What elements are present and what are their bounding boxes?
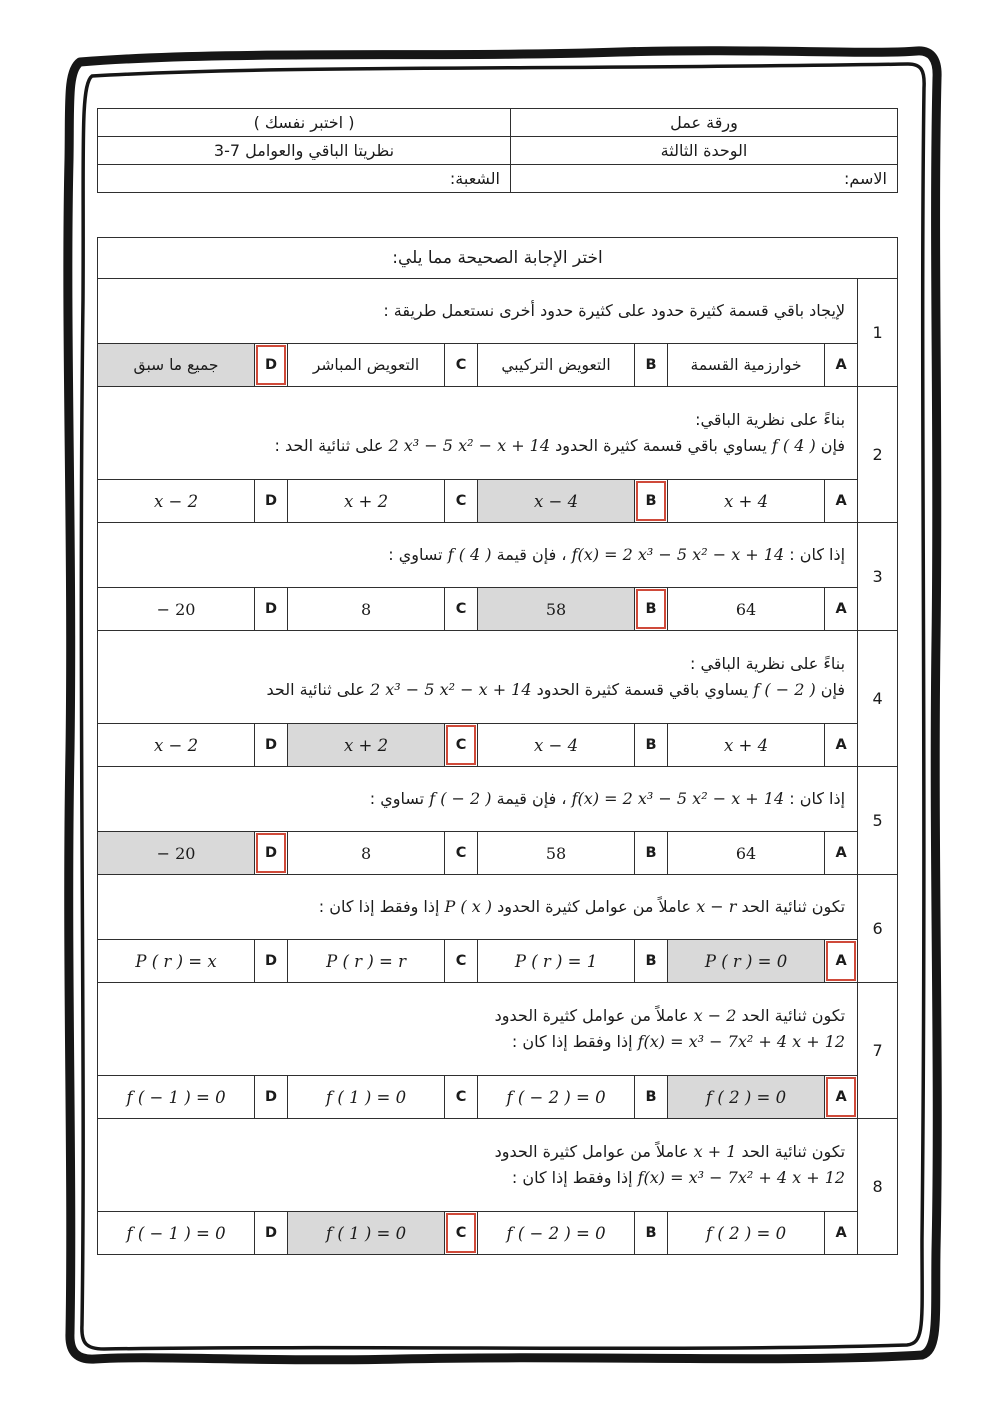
- question-segment: يساوي باقي قسمة كثيرة الحدود: [550, 436, 772, 455]
- option-letter-a: A: [825, 480, 858, 523]
- option-a: خوارزمية القسمة: [668, 344, 825, 387]
- math-expression: f ( − 2 ): [429, 788, 492, 808]
- name-field-label: الاسم:: [511, 165, 898, 193]
- option-letter-c: C: [445, 1212, 478, 1255]
- math-expression: x + 1: [693, 1141, 737, 1161]
- option-letter-d: D: [255, 480, 288, 523]
- option-letter-a: A: [825, 724, 858, 767]
- question-text-row-2: [98, 387, 898, 480]
- quiz-title-row: [98, 238, 898, 279]
- option-b: P ( r ) = 1: [478, 940, 635, 983]
- option-d: − 20: [98, 588, 255, 631]
- option-a: 64: [668, 588, 825, 631]
- option-letter-a: A: [825, 344, 858, 387]
- option-letter-d: D: [255, 1076, 288, 1119]
- question-text: [98, 767, 858, 832]
- option-letter-c: C: [445, 940, 478, 983]
- option-c: التعويض المباشر: [288, 344, 445, 387]
- question-number: 6: [858, 875, 898, 983]
- question-segment: إذا وفقط إذا كان :: [511, 1032, 638, 1051]
- option-letter-a: A: [825, 1212, 858, 1255]
- option-letter-b: B: [635, 724, 668, 767]
- option-c: f ( 1 ) = 0: [288, 1212, 445, 1255]
- option-c: x + 2: [288, 724, 445, 767]
- option-c: f ( 1 ) = 0: [288, 1076, 445, 1119]
- option-letter-c: C: [445, 724, 478, 767]
- header-row-3: [98, 165, 898, 193]
- math-expression: x − r: [696, 896, 737, 916]
- math-expression: f(x) = x³ − 7x² + 4 x + 12: [637, 1168, 846, 1187]
- option-a: x + 4: [668, 480, 825, 523]
- question-segment: ، فإن قيمة: [491, 788, 572, 808]
- question-segment: بناءً على نظرية الباقي:: [695, 409, 846, 429]
- question-segment: تساوي :: [388, 544, 448, 564]
- section-field-label: الشعبة:: [98, 165, 511, 193]
- header-table: [97, 108, 898, 193]
- question-number: 4: [858, 631, 898, 767]
- option-d: f ( − 1 ) = 0: [98, 1212, 255, 1255]
- question-text-row-5: [98, 767, 898, 832]
- option-a: f ( 2 ) = 0: [668, 1076, 825, 1119]
- option-letter-b: B: [635, 1212, 668, 1255]
- option-a: P ( r ) = 0: [668, 940, 825, 983]
- question-text: [98, 1119, 858, 1212]
- option-c: 8: [288, 588, 445, 631]
- option-letter-d: D: [255, 588, 288, 631]
- math-expression: f(x) = 2 x³ − 5 x² − x + 14: [571, 544, 785, 564]
- worksheet-label: ورقة عمل: [511, 109, 898, 137]
- math-expression: f ( − 2 ): [753, 680, 816, 699]
- option-letter-d: D: [255, 1212, 288, 1255]
- quiz-title: اختر الإجابة الصحيحة مما يلي:: [98, 238, 898, 279]
- question-segment: تساوي :: [369, 788, 430, 808]
- lesson-title: نظريتا الباقي والعوامل ‎3-7: [98, 137, 511, 165]
- answer-row-4: [98, 724, 898, 767]
- question-number: 8: [858, 1119, 898, 1255]
- option-b: f ( − 2 ) = 0: [478, 1212, 635, 1255]
- option-b: x − 4: [478, 724, 635, 767]
- option-letter-d: D: [255, 724, 288, 767]
- question-text-row-7: [98, 983, 898, 1076]
- question-segment: عاملاً من عوامل كثيرة الحدود: [494, 1005, 694, 1025]
- question-text: [98, 875, 858, 940]
- question-segment: إذا كان :: [784, 544, 846, 564]
- option-b: التعويض التركيبي: [478, 344, 635, 387]
- question-text-row-1: [98, 279, 898, 344]
- question-text: [98, 387, 858, 480]
- question-text-row-8: [98, 1119, 898, 1212]
- option-c: x + 2: [288, 480, 445, 523]
- question-segment: إذا وفقط إذا كان :: [511, 1168, 638, 1187]
- option-letter-b: B: [635, 940, 668, 983]
- question-text: [98, 631, 858, 724]
- answer-row-2: [98, 480, 898, 523]
- question-number: 5: [858, 767, 898, 875]
- self-test-label: ( اختبر نفسك ): [98, 109, 511, 137]
- question-text-row-3: [98, 523, 898, 588]
- option-letter-d: D: [255, 832, 288, 875]
- question-text-row-6: [98, 875, 898, 940]
- question-segment: فإن: [815, 436, 846, 455]
- question-segment: على ثنائية الحد: [266, 680, 371, 699]
- math-expression: f(x) = 2 x³ − 5 x² − x + 14: [571, 788, 785, 808]
- question-segment: تكون ثنائية الحد: [736, 1141, 846, 1161]
- option-c: P ( r ) = r: [288, 940, 445, 983]
- question-number: 3: [858, 523, 898, 631]
- math-expression: P ( x ): [444, 896, 493, 916]
- option-letter-a: A: [825, 588, 858, 631]
- option-b: 58: [478, 832, 635, 875]
- header-row-1: [98, 109, 898, 137]
- question-segment: إذا وفقط إذا كان :: [318, 896, 445, 916]
- option-b: 58: [478, 588, 635, 631]
- option-d: f ( − 1 ) = 0: [98, 1076, 255, 1119]
- answer-row-6: [98, 940, 898, 983]
- option-d: x − 2: [98, 724, 255, 767]
- unit-label: الوحدة الثالثة: [511, 137, 898, 165]
- math-expression: f ( 4 ): [771, 436, 816, 455]
- question-text-row-4: [98, 631, 898, 724]
- question-segment: فإن: [815, 680, 846, 699]
- option-d: − 20: [98, 832, 255, 875]
- option-d: P ( r ) = x: [98, 940, 255, 983]
- question-text: [98, 523, 858, 588]
- option-b: f ( − 2 ) = 0: [478, 1076, 635, 1119]
- question-text: [98, 279, 858, 344]
- question-number: 1: [858, 279, 898, 387]
- question-number: 7: [858, 983, 898, 1119]
- option-letter-c: C: [445, 1076, 478, 1119]
- option-letter-b: B: [635, 588, 668, 631]
- math-expression: 2 x³ − 5 x² − x + 14: [370, 680, 532, 699]
- question-segment: على ثنائية الحد :: [274, 436, 389, 455]
- option-letter-a: A: [825, 1076, 858, 1119]
- option-a: f ( 2 ) = 0: [668, 1212, 825, 1255]
- option-a: x + 4: [668, 724, 825, 767]
- question-text: [98, 983, 858, 1076]
- option-letter-c: C: [445, 832, 478, 875]
- option-d: x − 2: [98, 480, 255, 523]
- option-letter-c: C: [445, 344, 478, 387]
- answer-row-3: [98, 588, 898, 631]
- question-segment: لإيجاد باقي قسمة كثيرة حدود على كثيرة حدود أخرى نستعمل طريقة :: [383, 300, 846, 320]
- question-number: 2: [858, 387, 898, 523]
- option-letter-d: D: [255, 344, 288, 387]
- option-letter-b: B: [635, 344, 668, 387]
- option-letter-c: C: [445, 480, 478, 523]
- question-segment: يساوي باقي قسمة كثيرة الحدود: [531, 680, 754, 699]
- answer-row-1: [98, 344, 898, 387]
- math-expression: f(x) = x³ − 7x² + 4 x + 12: [637, 1032, 846, 1051]
- option-letter-b: B: [635, 480, 668, 523]
- answer-row-8: [98, 1212, 898, 1255]
- question-segment: تكون ثنائية الحد: [736, 896, 846, 916]
- math-expression: x − 2: [693, 1005, 737, 1025]
- question-segment: ، فإن قيمة: [491, 544, 572, 564]
- quiz-table: [97, 237, 898, 1255]
- option-letter-c: C: [445, 588, 478, 631]
- question-segment: تكون ثنائية الحد: [736, 1005, 846, 1025]
- option-c: 8: [288, 832, 445, 875]
- option-letter-a: A: [825, 940, 858, 983]
- math-expression: 2 x³ − 5 x² − x + 14: [388, 436, 551, 455]
- option-letter-d: D: [255, 940, 288, 983]
- math-expression: f ( 4 ): [447, 544, 492, 564]
- question-segment: إذا كان :: [784, 788, 846, 808]
- option-letter-a: A: [825, 832, 858, 875]
- option-b: x − 4: [478, 480, 635, 523]
- question-segment: بناءً على نظرية الباقي :: [690, 653, 846, 673]
- option-letter-b: B: [635, 1076, 668, 1119]
- option-letter-b: B: [635, 832, 668, 875]
- question-segment: عاملاً من عوامل كثيرة الحدود: [494, 1141, 694, 1161]
- answer-row-7: [98, 1076, 898, 1119]
- answer-row-5: [98, 832, 898, 875]
- option-a: 64: [668, 832, 825, 875]
- option-d: جميع ما سبق: [98, 344, 255, 387]
- question-segment: عاملاً من عوامل كثيرة الحدود: [492, 896, 697, 916]
- header-row-2: [98, 137, 898, 165]
